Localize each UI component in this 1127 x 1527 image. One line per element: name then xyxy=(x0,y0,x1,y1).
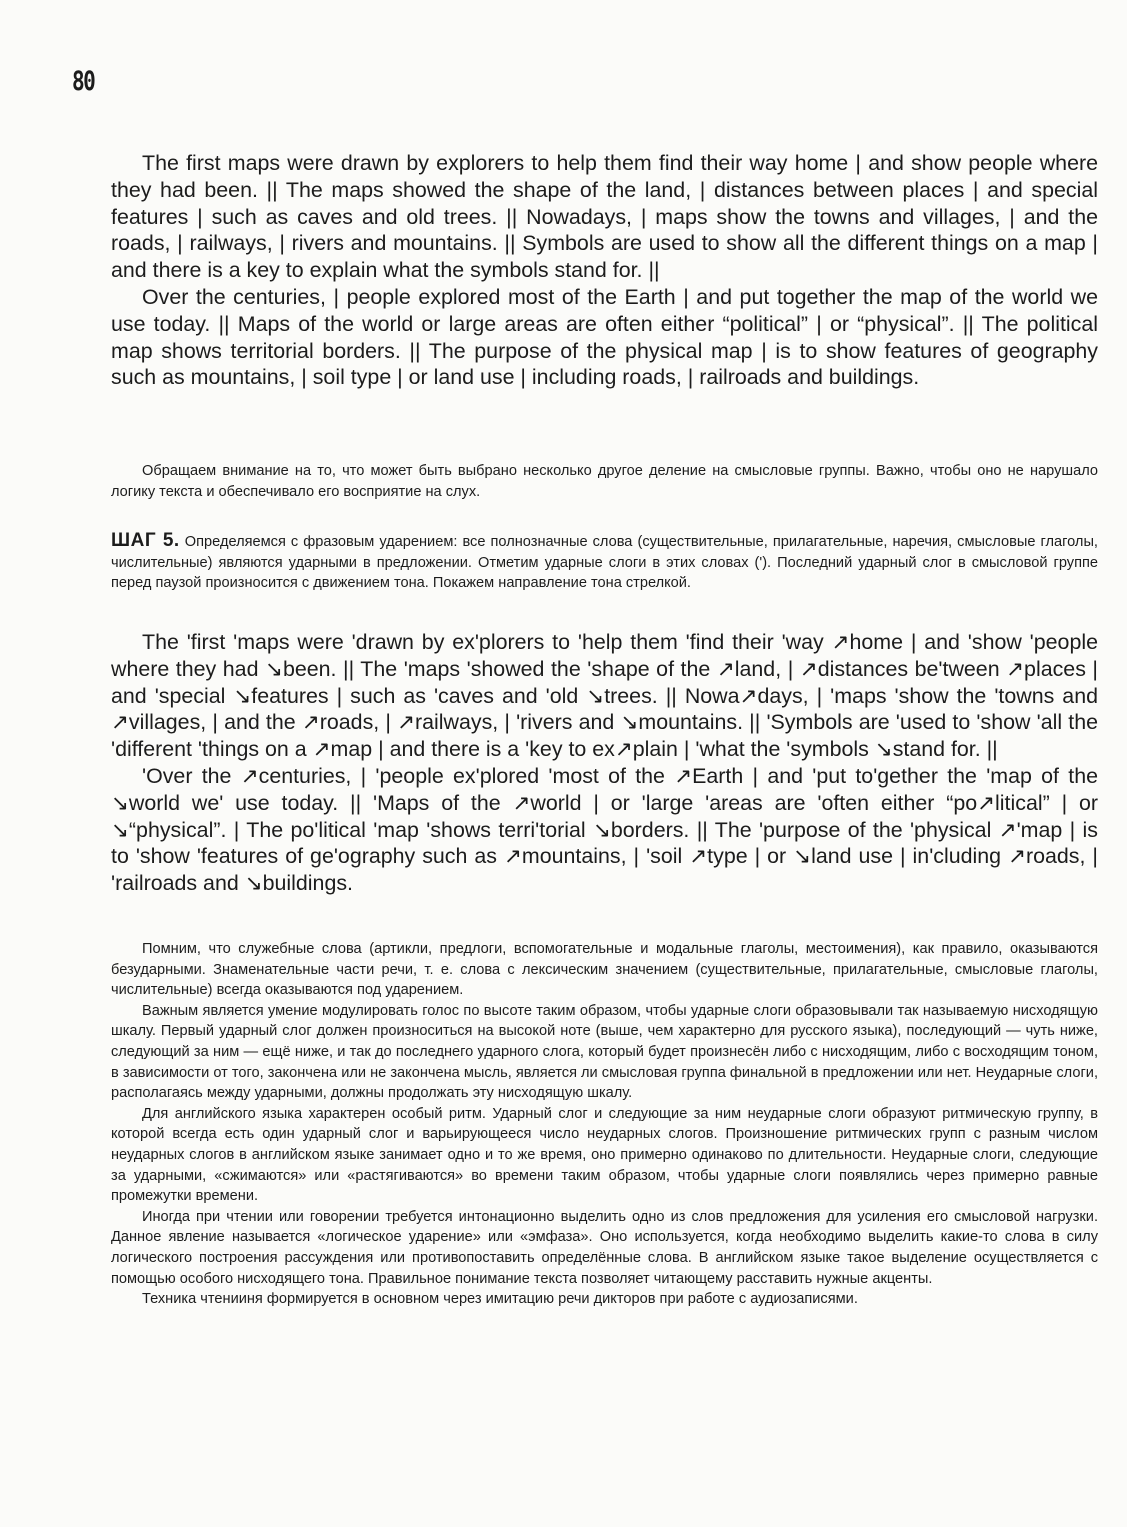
text-paragraph: Over the centuries, | people explored most of the Earth | and put together the map of the world we use today. || Maps of the world or large areas are often either “political” | or “physical”. || The political map shows territorial borders. || The purpose of the physical map | is to show features of geography such as mountains, | soil type | or land use | including roads, | railroads and buildings. xyxy=(111,284,1098,390)
text-marked-block xyxy=(111,629,1098,897)
note-paragraph: Иногда при чтении или говорении требуется интонационно выделить одно из слов предложения для усиления его смысловой нагрузки. Данное явление называется «логическое ударение» или «эмфаза». Оно используется, когда необходимо выделить какие-то слова в силу логического построения рассуждения или противопоставить определённые слова. В английском языке такое выделение осуществляется с помощью особого нисходящего тона. Правильное понимание текста позволяет читающему расставить нужные акценты. xyxy=(111,1208,1098,1287)
text-plain-block xyxy=(111,150,1098,391)
marked-paragraph: The 'first 'maps were 'drawn by ex'plorers to 'help them 'find their 'way ↗home | and 'show 'people where they had ↘been. || The 'maps 'showed the 'shape of the ↗land, | ↗distances be'tween ↗places | and 'special ↘features | such as 'caves and 'old ↘trees. || Nowa↗days, | 'maps 'show the 'towns and ↗villages, | and the ↗roads, | ↗railways, | 'rivers and ↘mountains. || 'Symbols are 'used to 'show 'all the 'different 'things on a ↗map | and there is a 'key to ex↗plain | 'what the 'symbols ↘stand for. || xyxy=(111,630,1098,762)
step-text: Определяемся с фразовым ударением: все полнозначные слова (существительные, прилагательные, наречия, смысловые глаголы, числительные) являются ударными в предложении. Отметим ударные слоги в этих словах ('). Последний ударный слог в смысловой группе перед паузой произносится с движением тона. Покажем направление тона стрелкой. xyxy=(111,534,1098,592)
note-paragraph: Техника чтенииня формируется в основном через имитацию речи дикторов при работе с аудиозаписями. xyxy=(142,1291,858,1308)
marked-paragraph: 'Over the ↗centuries, | 'people ex'plored 'most of the ↗Earth | and 'put to'gether the 'map of the ↘world we' use today. || 'Maps of the ↗world | or 'large 'areas are 'often either “po↗litical” | or ↘“physical”. | The po'litical 'map 'shows terri'torial ↘borders. || The 'purpose of the 'physical ↗'map | is to 'show 'features of ge'ography such as ↗mountains, | 'soil ↗type | or ↘land use | in'cluding ↗roads, | 'railroads and ↘buildings. xyxy=(111,763,1098,896)
note-paragraph: Обращаем внимание на то, что может быть выбрано несколько другое деление на смысловые группы. Важно, чтобы оно не нарушало логику текста и обеспечивало его восприятие на слух. xyxy=(111,463,1098,500)
methodology-notes xyxy=(111,939,1098,1310)
grouping-note xyxy=(111,461,1098,502)
page-number: 80 xyxy=(72,66,95,97)
text-paragraph: The first maps were drawn by explorers to help them find their way home | and show people where they had been. || The maps showed the shape of the land, | distances between places | and special features | such as caves and old trees. || Nowadays, | maps show the towns and villages, | and the roads, | railways, | rivers and mountains. || Symbols are used to show all the different things on a map | and there is a key to explain what the symbols stand for. || xyxy=(111,151,1098,283)
step-paragraph xyxy=(111,531,1098,594)
note-paragraph: Важным является умение модулировать голос по высоте таким образом, чтобы ударные слоги образовывали так называемую нисходящую шкалу. Первый ударный слог должен произноситься на высокой ноте (выше, чем характерно для русского языка), последующий — чуть ниже, следующий за ним — ещё ниже, и так до последнего ударного слога, который будет произнесён либо с нисходящим, либо с восходящим тоном, в зависимости от того, закончена или не закончена мысль, является ли смысловая группа финальной в предложении или нет. Неударные слоги, располагаясь между ударными, должны продолжать эту нисходящую шкалу. xyxy=(111,1002,1098,1102)
step-label: ШАГ 5. xyxy=(111,530,180,551)
note-paragraph: Для английского языка характерен особый ритм. Ударный слог и следующие за ним неударные слоги образуют ритмическую группу, в которой всегда есть один ударный слог и варьирующееся число неударных слогов. Произношение ритмических групп с разным числом неударных слогов в английском языке занимает одно и то же время, оно примерно одинаково по длительности. Неударные слоги, следующие за ударными, «сжимаются» или «растягиваются» во времени таким образом, чтобы ударные слоги появлялись через примерно равные промежутки времени. xyxy=(111,1105,1098,1205)
step-5 xyxy=(111,531,1098,594)
note-paragraph: Помним, что служебные слова (артикли, предлоги, вспомогательные и модальные глаголы, местоимения), как правило, оказываются безударными. Знаменательные части речи, т. е. слова с лексическим значением (существительные, прилагательные, смысловые глаголы, числительные) всегда оказываются под ударением. xyxy=(111,941,1098,999)
